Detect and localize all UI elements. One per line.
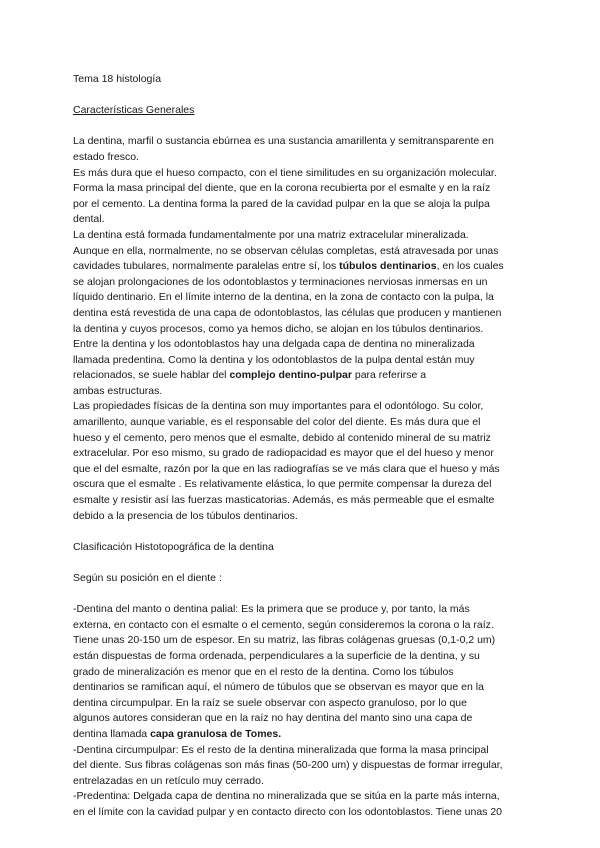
text-line: extracelular. Por eso mismo, su grado de radiopacidad es mayor que el del hueso y menor — [73, 447, 494, 460]
text-line: -Dentina circumpulpar: Es el resto de la dentina mineralizada que forma la masa principal — [73, 743, 489, 756]
text-line: dentinarios se ramifican aquí, el número de túbulos que se observan es mayor que en la — [73, 681, 484, 694]
text-line: -Predentina: Delgada capa de dentina no mineralizada que se sitúa en la parte más interna, — [73, 790, 500, 803]
text-line: están dispuestas de forma ordenada, perpendiculares a la superficie de la dentina, y su — [73, 649, 480, 662]
text-line — [73, 368, 533, 384]
text-line: -Dentina del manto o dentina palial: Es la primera que se produce y, por tanto, la más — [73, 603, 470, 616]
text-line: La dentina está formada fundamentalmente por una matriz extracelular mineralizada. — [73, 228, 469, 241]
text-line: estado fresco. — [73, 150, 139, 163]
text-line: dental. — [73, 213, 105, 226]
text-line: algunos autores consideran que en la raíz no hay dentina del manto sino una capa de — [73, 712, 473, 725]
text-line — [73, 727, 533, 743]
document-title: Tema 18 histología — [73, 73, 162, 85]
text-line: se alojan prolongaciones de los odontoblastos y terminaciones nerviosas inmersas en un — [73, 275, 488, 288]
text-line: la dentina y cuyos procesos, como ya hemos dicho, se alojan en los túbulos dentinarios. — [73, 322, 484, 335]
text-line — [73, 259, 533, 275]
text-line: esmalte y resistir así las fuerzas masticatorias. Además, es más permeable que el esmalte — [73, 494, 495, 507]
text-line: hueso y el cemento, pero menos que el esmalte, debido al contenido mineral de su matriz — [73, 431, 491, 444]
paragraph-classification — [73, 602, 533, 820]
text-line: Es más dura que el hueso compacto, con el tiene similitudes en su organización molecular. — [73, 166, 497, 179]
text-line: amarillento, aunque variable, es el responsable del color del diente. Es más dura que el — [73, 416, 481, 429]
text-run: cavidades tubulares, normalmente paralelas entre sí, los — [73, 260, 340, 273]
text-line: grado de mineralización es menor que en el resto de la dentina. Como los túbulos — [73, 665, 454, 678]
text-line: por el cemento. La dentina forma la pared de la cavidad pulpar en la que se aloja la pulpa — [73, 197, 490, 210]
text-line: Las propiedades físicas de la dentina son muy importantes para el odontólogo. Su color, — [73, 400, 484, 413]
text-line: Entre la dentina y los odontoblastos hay una delgada capa de dentina no mineralizada — [73, 338, 475, 351]
text-line: Forma la masa principal del diente, que en la corona recubierta por el esmalte y en la raíz — [73, 182, 491, 195]
section-heading: Características Generales — [73, 104, 195, 117]
classification-heading: Clasificación Histotopográfica de la dentina — [73, 540, 274, 553]
bold-term-tubulos: túbulos dentinarios — [339, 260, 437, 273]
text-line: externa, en contacto con el esmalte o el cemento, según consideremos la corona o la raíz. — [73, 618, 494, 631]
text-line: La dentina, marfil o sustancia ebúrnea es una sustancia amarillenta y semitransparente en — [73, 135, 494, 148]
text-line: ambas estructuras. — [73, 384, 163, 397]
text-run: , en los cuales — [436, 260, 504, 273]
document-body — [73, 72, 533, 821]
text-line: debido a la presencia de los túbulos dentinarios. — [73, 509, 298, 522]
text-line: oscura que el esmalte . Es relativamente elástica, lo que permite compensar la dureza del — [73, 478, 492, 491]
position-heading: Según su posición en el diente : — [73, 572, 222, 584]
text-line: llamada predentina. Como la dentina y los odontoblastos de la pulpa dental están muy — [73, 353, 475, 366]
text-line: que el del esmalte, razón por la que en las radiografías se ve más clara que el hueso y más — [73, 462, 500, 475]
text-run: dentina llamada — [73, 727, 151, 740]
text-line: en el límite con la cavidad pulpar y en contacto directo con los odontoblastos. Tiene unas 20 — [73, 805, 503, 818]
text-run: para referirse a — [351, 369, 427, 382]
text-line: líquido dentinario. En el límite interno de la dentina, en la zona de contacto con la pulpa, la — [73, 291, 494, 304]
bold-term-complejo: complejo dentino-pulpar — [229, 369, 352, 382]
bold-term-capa-tomes: capa granulosa de Tomes. — [150, 727, 282, 740]
paragraph-general — [73, 134, 533, 524]
text-run: relacionados, se suele hablar del — [73, 369, 230, 382]
text-line: Tiene unas 20-150 um de espesor. En su matriz, las fibras colágenas gruesas (0,1-0,2 um) — [73, 634, 496, 647]
text-line: dentina circumpulpar. En la raíz se suele observar con aspecto granuloso, por lo que — [73, 696, 467, 709]
text-line: Aunque en ella, normalmente, no se observan células completas, está atravesada por unas — [73, 244, 499, 257]
text-line: entrelazadas en un retículo muy cerrado. — [73, 774, 264, 787]
text-line: dentina está revestida de una capa de odontoblastos, las células que producen y mantienen — [73, 306, 502, 319]
text-line: del diente. Sus fibras colágenas son más finas (50-200 um) y dispuestas de formar irregular, — [73, 759, 503, 772]
